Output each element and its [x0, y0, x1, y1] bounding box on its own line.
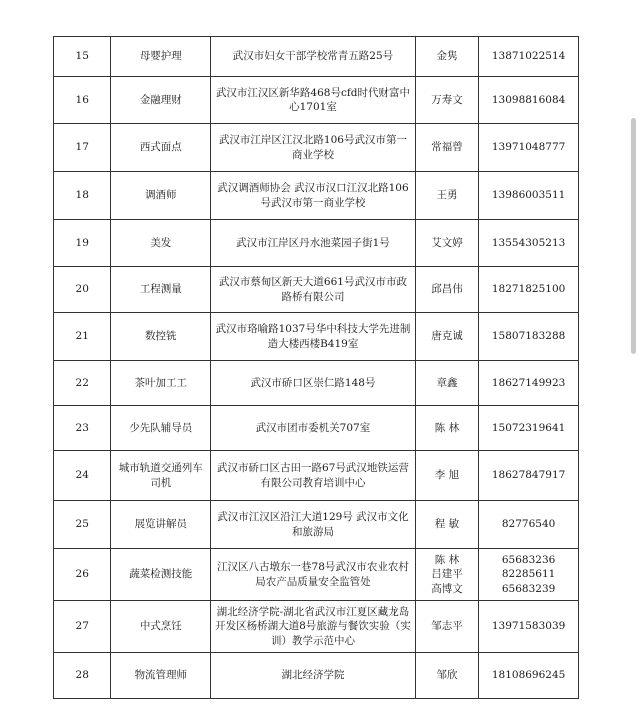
contact-cell: 章鑫: [415, 361, 478, 406]
address-cell: 武汉市江汉区沿江大道129号 武汉市文化和旅游局: [211, 501, 416, 549]
major-cell: 蔬菜检测技能: [111, 549, 211, 601]
major-cell: 城市轨道交通列车司机: [111, 451, 211, 501]
address-cell: 湖北经济学院-湖北省武汉市江夏区藏龙岛开发区杨桥湖大道8号旅游与餐饮实验（实训）教学示范中心: [211, 601, 416, 653]
address-cell: 湖北经济学院: [211, 653, 416, 699]
major-cell: 工程测量: [111, 267, 211, 313]
table-row: [54, 451, 579, 501]
address-cell: 武汉市江汉区新华路468号cfd时代财富中心1701室: [211, 77, 416, 124]
contact-cell: 万寿文: [415, 77, 478, 124]
contact-name: 吕建平: [431, 568, 463, 581]
row-number: 18: [54, 172, 111, 220]
row-number: 26: [54, 549, 111, 601]
row-number: 19: [54, 220, 111, 267]
major-cell: 数控铣: [111, 313, 211, 361]
phone-cell: [479, 549, 579, 601]
contact-cell: 常福曾: [415, 124, 478, 172]
table-row: [54, 313, 579, 361]
major-cell: 展览讲解员: [111, 501, 211, 549]
phone-cell: 13554305213: [479, 220, 579, 267]
table-row: [54, 267, 579, 313]
contact-cell: 李 旭: [415, 451, 478, 501]
row-number: 22: [54, 361, 111, 406]
major-cell: 西式面点: [111, 124, 211, 172]
major-cell: 金融理财: [111, 77, 211, 124]
phone-cell: 18271825100: [479, 267, 579, 313]
address-cell: 武汉调酒师协会 武汉市汉口江汉北路106号武汉市第一商业学校: [211, 172, 416, 220]
table-row: [54, 501, 579, 549]
row-number: 15: [54, 37, 111, 77]
table-row: [54, 124, 579, 172]
contact-cell: 陈 林: [415, 406, 478, 451]
row-number: 27: [54, 601, 111, 653]
contact-cell: 邹志平: [415, 601, 478, 653]
phone-number: 82285611: [501, 568, 556, 581]
table-row: [54, 549, 579, 601]
phone-cell: 15072319641: [479, 406, 579, 451]
row-number: 20: [54, 267, 111, 313]
contact-cell: [415, 549, 478, 601]
table-row: [54, 172, 579, 220]
contact-name: 高博文: [431, 582, 463, 595]
address-cell: 武汉市珞喻路1037号华中科技大学先进制造大楼西楼B419室: [211, 313, 416, 361]
table-row: [54, 653, 579, 699]
table-row: [54, 601, 579, 653]
row-number: 16: [54, 77, 111, 124]
phone-cell: 82776540: [479, 501, 579, 549]
contact-cell: 王勇: [415, 172, 478, 220]
address-cell: 武汉市团市委机关707室: [211, 406, 416, 451]
table-row: [54, 361, 579, 406]
row-number: 25: [54, 501, 111, 549]
address-cell: 武汉市江岸区江汉北路106号武汉市第一商业学校: [211, 124, 416, 172]
contact-cell: 艾文婷: [415, 220, 478, 267]
row-number: 23: [54, 406, 111, 451]
contact-cell: 唐克诚: [415, 313, 478, 361]
phone-cell: 18627847917: [479, 451, 579, 501]
contact-cell: 金隽: [415, 37, 478, 77]
table-row: [54, 77, 579, 124]
scrollbar-thumb[interactable]: [631, 118, 636, 354]
contact-cell: 程 敏: [415, 501, 478, 549]
contact-cell: 邱昌伟: [415, 267, 478, 313]
contact-name: 陈 林: [434, 554, 460, 567]
row-number: 24: [54, 451, 111, 501]
table-body: [54, 37, 579, 699]
phone-cell: 18627149923: [479, 361, 579, 406]
phone-cell: 13986003511: [479, 172, 579, 220]
row-number: 17: [54, 124, 111, 172]
major-cell: 母婴护理: [111, 37, 211, 77]
major-cell: 中式烹饪: [111, 601, 211, 653]
contact-cell: 邹欣: [415, 653, 478, 699]
phone-cell: 18108696245: [479, 653, 579, 699]
major-cell: 物流管理师: [111, 653, 211, 699]
table-row: [54, 220, 579, 267]
address-cell: 武汉市妇女干部学校常青五路25号: [211, 37, 416, 77]
phone-cell: 13098816084: [479, 77, 579, 124]
address-cell: 武汉市江岸区丹水池菜园子街1号: [211, 220, 416, 267]
address-cell: 武汉市蔡甸区新天大道661号武汉市市政路桥有限公司: [211, 267, 416, 313]
phone-number: 65683239: [501, 582, 556, 595]
major-cell: 调酒师: [111, 172, 211, 220]
phone-number: 65683236: [501, 554, 556, 567]
major-cell: 茶叶加工工: [111, 361, 211, 406]
major-cell: 美发: [111, 220, 211, 267]
row-number: 28: [54, 653, 111, 699]
table-row: [54, 406, 579, 451]
table-row: [54, 37, 579, 77]
address-cell: 江汉区八古墩东一巷78号武汉市农业农村局农产品质量安全监管处: [211, 549, 416, 601]
row-number: 21: [54, 313, 111, 361]
phone-cell: 13971048777: [479, 124, 579, 172]
address-cell: 武汉市硚口区崇仁路148号: [211, 361, 416, 406]
major-cell: 少先队辅导员: [111, 406, 211, 451]
training-institution-table: [53, 36, 579, 699]
phone-cell: 13871022514: [479, 37, 579, 77]
address-cell: 武汉市硚口区古田一路67号武汉地铁运营有限公司教育培训中心: [211, 451, 416, 501]
phone-cell: 15807183288: [479, 313, 579, 361]
phone-cell: 13971583039: [479, 601, 579, 653]
